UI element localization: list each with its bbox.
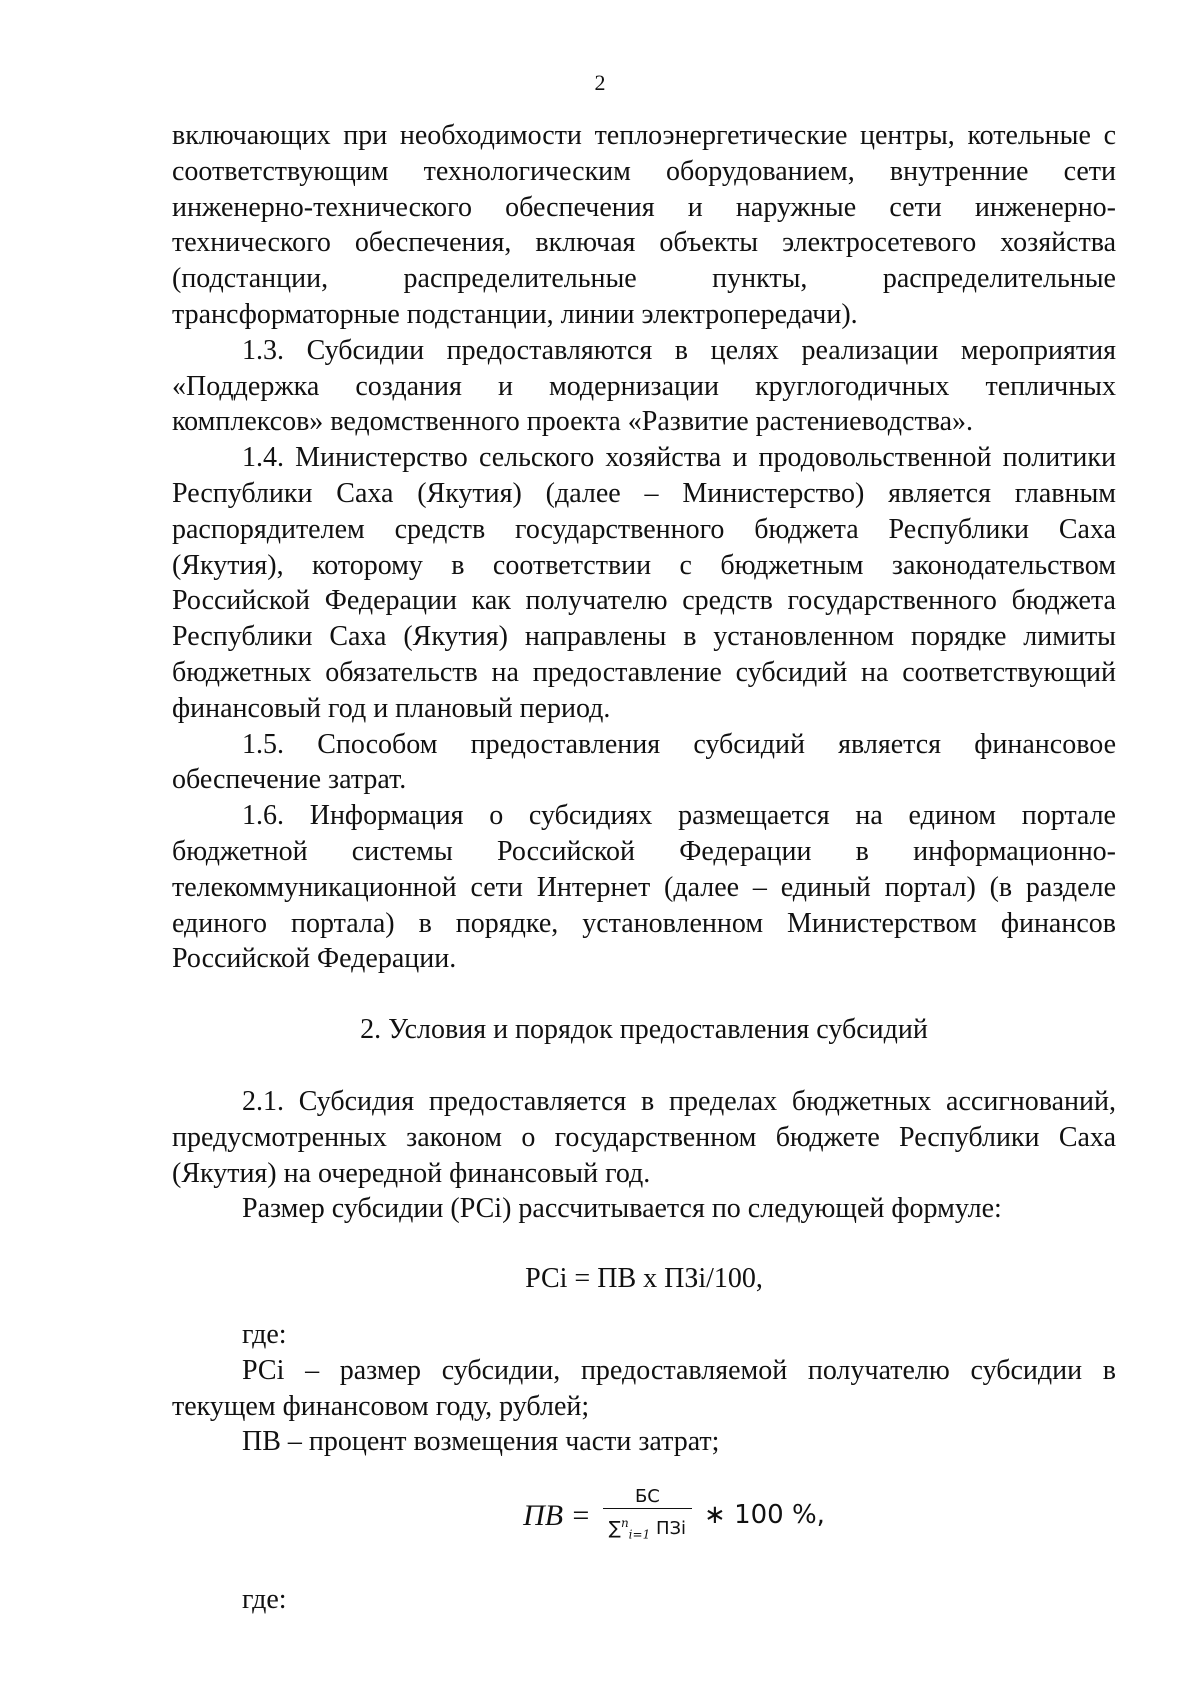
paragraph-1-6: 1.6. Информация о субсидиях размещается на едином портале бюджетной системы Российской Федерации в информационно-телекоммуникационной сети Интернет (далее – единый портал) (в разделе единого портала) в порядке, установленном Министерством финансов Российской Федерации. (172, 800, 1116, 975)
section-heading: 2. Условия и порядок предоставления субсидий (360, 1014, 928, 1046)
formula-rsi: РСi = ПВ х ПЗi/100, (525, 1263, 763, 1295)
formula-pv-lhs: ПВ = (523, 1499, 591, 1533)
document-body (172, 118, 1116, 1618)
formula-pv-rhs: ∗ 100 %, (704, 1500, 825, 1531)
sum-lower-limit: i=1 (628, 1527, 651, 1542)
sum-upper-limit: n (620, 1516, 629, 1531)
formula-pv-fraction (603, 1486, 692, 1547)
paragraph-2-1: 2.1. Субсидия предоставляется в пределах бюджетных ассигнований, предусмотренных законом о государственном бюджете Республики Саха (Якутия) на очередной финансовый год. (172, 1085, 1116, 1189)
paragraph-continuation: включающих при необходимости теплоэнергетические центры, котельные с соответствующим технологическим оборудованием, внутренние сети инженерно-технического обеспечения и наружные сети инженерно-технического обеспечения, включая объекты электросетевого хозяйства (подстанции, распределительные пункты, распределительные трансформаторные подстанции, линии электропередачи). (172, 120, 1116, 330)
paragraph-pv-definition: ПВ – процент возмещения части затрат; (242, 1426, 720, 1458)
formula-pv-denominator (603, 1508, 692, 1547)
where-label-2: где: (242, 1584, 287, 1616)
page-number: 2 (594, 70, 606, 95)
paragraph-rsi-definition: РСi – размер субсидии, предоставляемой получателю субсидии в текущем финансовом году, рублей; (172, 1354, 1116, 1422)
sum-symbol: ∑ (608, 1518, 621, 1540)
where-label-1: где: (242, 1318, 287, 1350)
formula-pv-numerator: БС (634, 1486, 660, 1508)
formula-pv (172, 1486, 1116, 1560)
paragraph-formula-intro: Размер субсидии (РСi) рассчитывается по следующей формуле: (242, 1193, 1002, 1225)
paragraph-1-5: 1.5. Способом предоставления субсидий является финансовое обеспечение затрат. (172, 728, 1116, 796)
sum-term: ПЗi (655, 1518, 687, 1540)
formula-pv-expression (523, 1486, 825, 1547)
paragraph-1-3: 1.3. Субсидии предоставляются в целях реализации мероприятия «Поддержка создания и модернизации круглогодичных тепличных комплексов» ведомственного проекта «Развитие растениеводства». (172, 334, 1116, 438)
paragraph-1-4: 1.4. Министерство сельского хозяйства и продовольственной политики Республики Саха (Якутия) (далее – Министерство) является главным распорядителем средств государственного бюджета Республики Саха (Якутия), которому в соответствии с бюджетным законодательством Российской Федерации как получателю средств государственного бюджета Республики Саха (Якутия) направлены в установленном порядке лимиты бюджетных обязательств на предоставление субсидий на соответствующий финансовый год и плановый период. (172, 442, 1116, 724)
